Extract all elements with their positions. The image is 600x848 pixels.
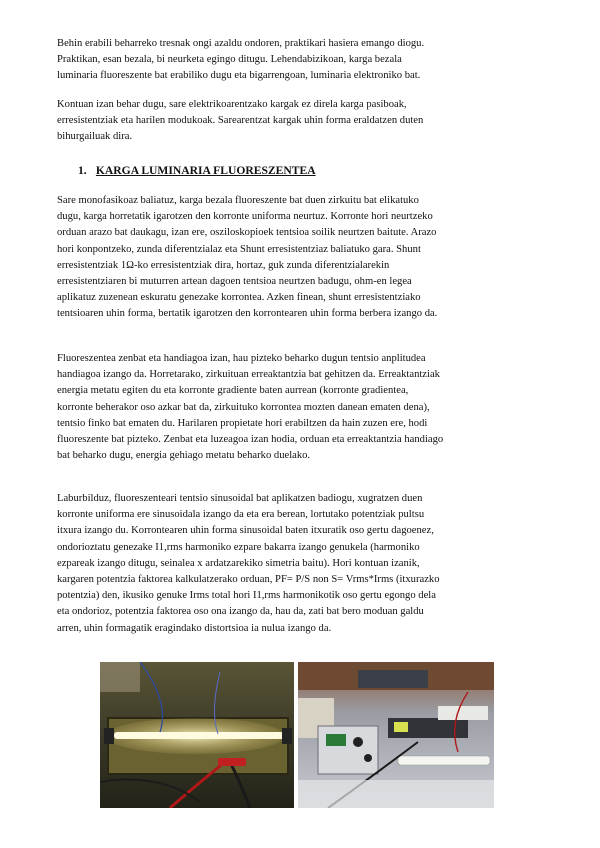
text-line: Sare monofasikoaz baliatuz, karga bezala fluoreszente bat duen zirkuitu bat elikatuko [57, 195, 419, 206]
text-line: korronte uniforma ere sinusoidala izango da eta era berean, lortutako potentziak pultsu [57, 509, 425, 521]
text-line: erresistentziak eta harilen modukoak. Sarearentzat kargak uhin forma eraldatzen duten [57, 115, 424, 127]
fluorescent-lamp-photo [100, 662, 294, 808]
paragraph-summary [57, 491, 529, 637]
text-line: Fluoreszentea zenbat eta handiagoa izan, hau pizteko beharko dugun tentsio anplitudea [57, 353, 426, 364]
text-line: tentsioaren uhin forma, bertatik igarotzen den korrontearen uhin forma berbera izango da. [57, 308, 438, 320]
text-line: handiagoa izango da. Horretarako, zirkuituan erreaktantzia bat gehitzen da. Erreaktantziak [57, 369, 440, 381]
text-line: orduan arazo bat daukagu, izan ere, osziloskopioek tentsioa soilik neurtzen baitute. Arazo [57, 227, 437, 239]
text-line: erresistentziaren bi muturren artean dagoen tentsioa neurtzen badugu, ohm-en legea [57, 276, 412, 288]
text-line: ezpareak izango ditugu, seinalea x ardatzarekiko simetria baitu). Hori kontuan izanik, [57, 557, 420, 569]
text-line: potentzia) den, ikusiko genuke Irms total hori I1,rms harmonikotik oso gertu egongo dela [57, 590, 436, 602]
section-title: KARGA LUMINARIA FLUORESZENTEA [95, 164, 316, 177]
text-line: Laburbilduz, fluoreszenteari tentsio sinusoidal bat aplikatzen badiogu, xugratzen duen [57, 493, 423, 504]
text-line: hori konpontzeko, zunda diferentzialaz eta Shunt erresistentziaz baliatuko gara. Shunt [57, 243, 421, 255]
text-line: kargaren potentzia faktorea kalkulatzerako orduan, PF= P/S non S= Vrms*Irms (itxurazko [57, 574, 440, 586]
text-line: aplikatuz zuzenean eskuratu genezake korrontea. Azken finean, shunt erresistentziako [57, 292, 421, 304]
text-line: Behin erabili beharreko tresnak ongi azaldu ondoren, praktikari hasiera emango diogu. [57, 38, 425, 49]
text-line: eta ondorioz, potentzia faktorea oso ona izango da, hau da, zati bat bero moduan galdu [57, 606, 424, 618]
paragraph-reactance [57, 351, 529, 464]
text-line: Praktikan, esan bezala, bi neurketa egingo ditugu. Lehendabizikoan, karga bezala [57, 54, 402, 66]
section-number: 1. [78, 164, 87, 177]
text-line: itxura izango du. Korrontearen uhin forma sinusoidal baten itxuratik oso gertu dagoenez, [57, 525, 434, 537]
text-line: energia metatu egiten du eta korronte gradiente baten aurrean (korronte gradientea, [57, 385, 409, 397]
text-line: bat beharko dugu, energia gehiago metatu beharko duelako. [57, 450, 311, 462]
paragraph-shunt [57, 193, 529, 323]
text-line: korronte beherakor oso azkar bat da, zirkuituko korrontea mozten danean ematen dena), [57, 401, 430, 413]
text-line: arren, uhin formagatik eragindako distortsioa ia nulua izango da. [57, 622, 332, 634]
text-line: erresistentziak 1Ω-ko erresistentziak dira, hortaz, guk zunda diferentzialarekin [57, 259, 390, 271]
text-line: Kontuan izan behar dugu, sare elektrikoarentzako kargak ez direla karga pasiboak, [57, 99, 407, 110]
text-line: ondorioztatu genezake I1,rms harmoniko ezpare bakarra izango genukela (harmoniko [57, 541, 420, 553]
text-line: luminaria fluoreszente bat erabiliko dugu eta bigarrengoan, luminaria elektroniko bat. [57, 70, 421, 82]
paragraph-intro [57, 36, 529, 85]
lab-setup-photo [298, 662, 494, 808]
section-heading [78, 164, 316, 177]
text-line: bihurgailuak dira. [57, 131, 133, 143]
text-line: dugu, karga horretatik igarotzen den korronte uniforma neurtuz. Korronte hori neurtzeko [57, 211, 433, 223]
text-line: tentsio finko bat ematen du. Harilaren propietate hori erabiltzen da hain zuzen ere, hodi [57, 417, 428, 429]
paragraph-loads [57, 97, 529, 146]
text-line: fluoreszente bat pizteko. Zenbat eta luzeagoa izan hodia, orduan eta erreaktantzia handiago [57, 434, 444, 446]
